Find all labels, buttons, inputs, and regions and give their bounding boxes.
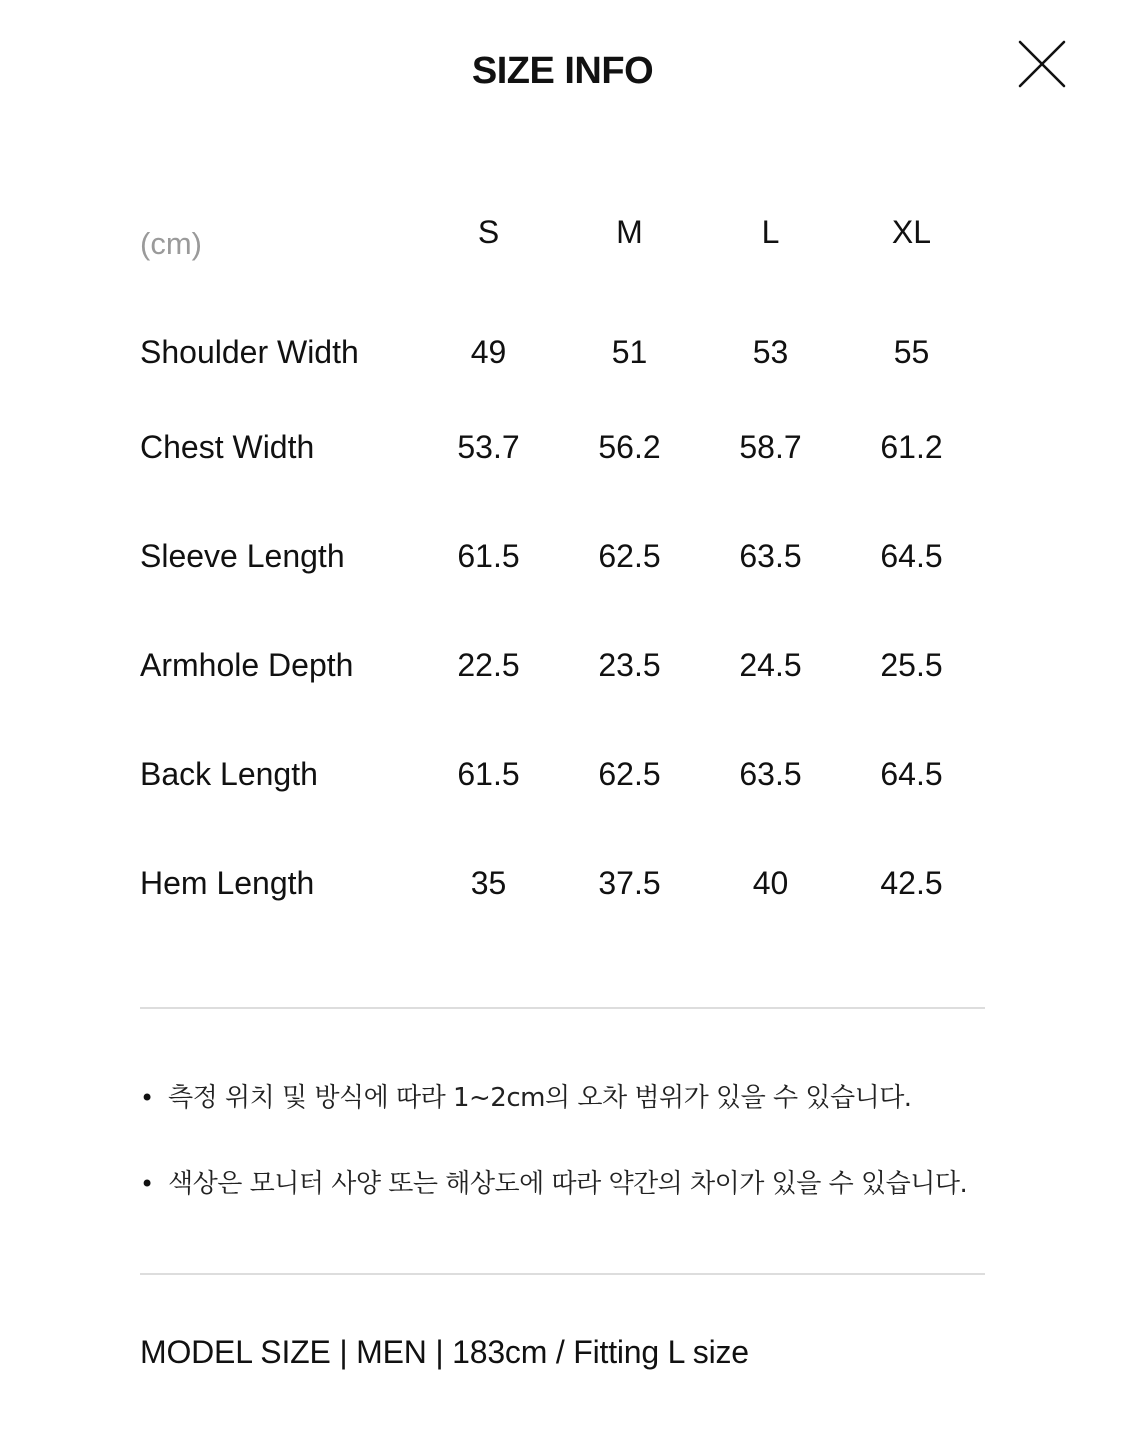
table-cell: 61.5: [457, 538, 520, 574]
unit-label: (cm): [140, 226, 202, 261]
size-table: [140, 180, 982, 938]
table-cell: 53.7: [457, 429, 520, 465]
close-button[interactable]: [1014, 36, 1070, 92]
divider: [140, 1007, 985, 1009]
table-cell: 58.7: [739, 429, 802, 465]
table-row: [140, 611, 982, 720]
table-cell: 55: [893, 334, 930, 370]
table-cell: 61.5: [457, 756, 520, 792]
note-text: 측정 위치 및 방식에 따라 1~2cm의 오차 범위가 있을 수 있습니다.: [168, 1083, 912, 1113]
table-cell: 62.5: [598, 538, 661, 574]
close-icon: [1014, 36, 1070, 92]
table-cell: 51: [611, 334, 648, 370]
size-header-xl: XL: [891, 213, 932, 250]
table-cell: 35: [470, 865, 507, 901]
table-cell: 23.5: [598, 647, 661, 683]
table-cell: 63.5: [739, 756, 802, 792]
model-size-info: MODEL SIZE | MEN | 183cm / Fitting L size: [140, 1334, 749, 1370]
row-label-back-length: Back Length: [140, 756, 318, 792]
table-row: [140, 502, 982, 611]
table-cell: 22.5: [457, 647, 520, 683]
table-cell: 40: [752, 865, 789, 901]
notes-list: [140, 1078, 1040, 1250]
table-cell: 61.2: [880, 429, 943, 465]
table-cell: 42.5: [880, 865, 943, 901]
page-title: SIZE INFO: [471, 50, 654, 92]
size-header-m: M: [616, 213, 643, 250]
size-header-s: S: [477, 213, 500, 250]
table-cell: 64.5: [880, 756, 943, 792]
table-cell: 53: [752, 334, 789, 370]
row-label-shoulder-width: Shoulder Width: [140, 334, 359, 370]
table-cell: 56.2: [598, 429, 661, 465]
size-header-row: [140, 180, 982, 284]
table-cell: 63.5: [739, 538, 802, 574]
table-row: [140, 393, 982, 502]
row-label-armhole-depth: Armhole Depth: [140, 647, 354, 683]
list-item: [140, 1078, 1040, 1118]
table-row: [140, 284, 982, 393]
bullet-icon: •: [140, 1084, 154, 1112]
size-header-l: L: [761, 213, 780, 250]
list-item: [140, 1164, 1040, 1204]
table-cell: 37.5: [598, 865, 661, 901]
table-cell: 25.5: [880, 647, 943, 683]
row-label-sleeve-length: Sleeve Length: [140, 538, 345, 574]
note-text: 색상은 모니터 사양 또는 해상도에 따라 약간의 차이가 있을 수 있습니다.: [168, 1169, 968, 1199]
table-cell: 49: [470, 334, 507, 370]
divider: [140, 1273, 985, 1275]
row-label-chest-width: Chest Width: [140, 429, 315, 465]
row-label-hem-length: Hem Length: [140, 865, 315, 901]
table-row: [140, 829, 982, 938]
table-row: [140, 720, 982, 829]
table-cell: 24.5: [739, 647, 802, 683]
bullet-icon: •: [140, 1170, 154, 1198]
table-cell: 64.5: [880, 538, 943, 574]
table-cell: 62.5: [598, 756, 661, 792]
